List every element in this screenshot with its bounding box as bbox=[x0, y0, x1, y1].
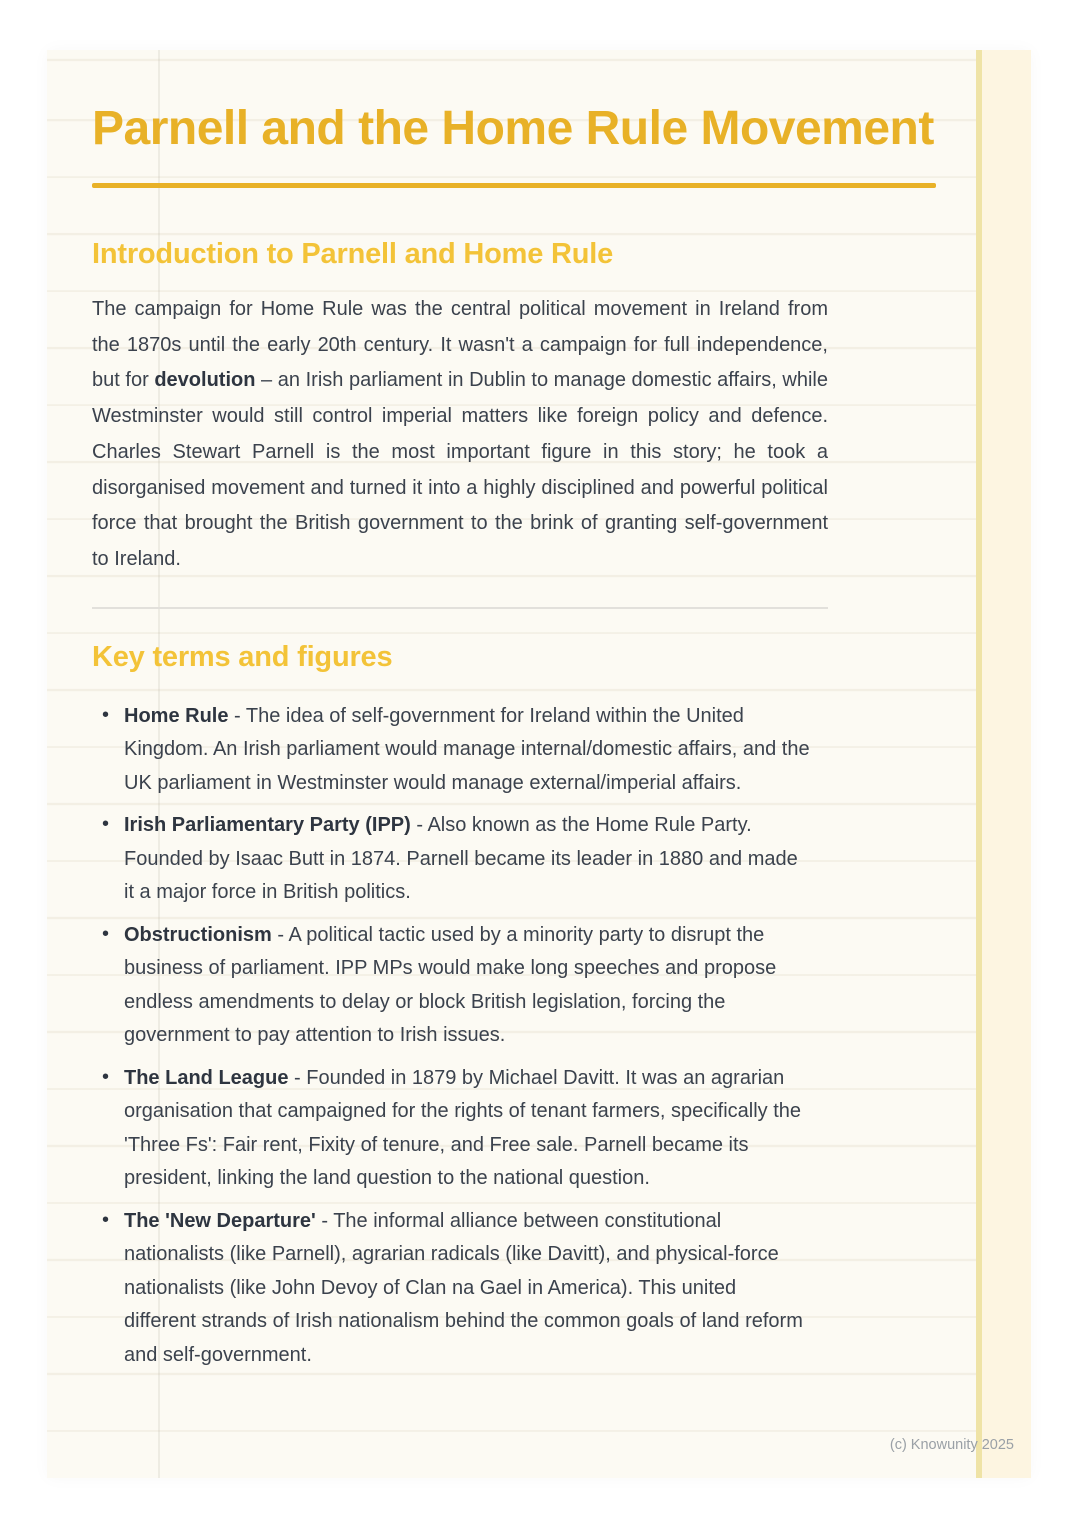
term-definition: - The idea of self-government for Ireland within the United Kingdom. An Irish parliament would manage internal/domestic affairs, and the UK parliament in Westminster would manage external/imperial affairs. bbox=[124, 704, 810, 794]
list-item bbox=[92, 809, 810, 910]
page-title: Parnell and the Home Rule Movement bbox=[92, 102, 934, 155]
right-margin-strip bbox=[976, 50, 1031, 1478]
term-definition: - Founded in 1879 by Michael Davitt. It was an agrarian organisation that campaigned for the rights of tenant farmers, specifically the 'Three Fs': Fair rent, Fixity of tenure, and Free sale. Parnell became its president, linking the land question to the national question. bbox=[124, 1066, 802, 1190]
list-item bbox=[92, 1205, 810, 1373]
term-definition: - A political tactic used by a minority party to disrupt the business of parliament. IPP MPs would make long speeches and propose endless amendments to delay or block British legislation, forcing the government to pay attention to Irish issues. bbox=[124, 923, 777, 1047]
list-item bbox=[92, 700, 810, 801]
section-heading-introduction: Introduction to Parnell and Home Rule bbox=[92, 238, 614, 270]
term-label: Irish Parliamentary Party (IPP) bbox=[124, 814, 411, 837]
term-label: The Land League bbox=[124, 1066, 289, 1089]
bullet-icon: • bbox=[102, 1065, 110, 1088]
list-item bbox=[92, 919, 810, 1053]
bullet-icon: • bbox=[102, 703, 110, 726]
term-definition: - Also known as the Home Rule Party. Founded by Isaac Butt in 1874. Parnell became its leader in 1880 and made it a major force in British politics. bbox=[124, 814, 798, 904]
section-divider bbox=[92, 607, 828, 609]
intro-paragraph bbox=[92, 292, 828, 578]
section-heading-key-terms: Key terms and figures bbox=[92, 640, 393, 673]
list-item bbox=[92, 1062, 810, 1196]
bullet-icon: • bbox=[102, 1208, 110, 1231]
term-label: Home Rule bbox=[124, 704, 229, 727]
note-paper bbox=[47, 50, 1031, 1478]
intro-bold-term: devolution bbox=[154, 369, 256, 392]
intro-text-after: – an Irish parliament in Dublin to manage domestic affairs, while Westminster would still control imperial matters like foreign policy and defence. Charles Stewart Parnell is the most important figure in this story; he took a disorganised movement and turned it into a highly disciplined and powerful political force that brought the British government to the brink of granting self-government to Ireland. bbox=[92, 369, 829, 570]
document-content bbox=[92, 50, 936, 1381]
footer-copyright: (c) Knowunity 2025 bbox=[889, 1437, 1014, 1453]
term-label: The 'New Departure' bbox=[124, 1209, 316, 1232]
bullet-icon: • bbox=[102, 813, 110, 836]
bullet-icon: • bbox=[102, 922, 110, 945]
title-underline-rule bbox=[92, 183, 936, 188]
key-terms-list bbox=[92, 700, 810, 1373]
term-label: Obstructionism bbox=[124, 923, 272, 946]
intro-text-before: The campaign for Home Rule was the central political movement in Ireland from the 1870s until the early 20th century. It wasn't a campaign for full independence, but for bbox=[92, 298, 828, 392]
term-definition: - The informal alliance between constitutional nationalists (like Parnell), agrarian radicals (like Davitt), and physical-force nationalists (like John Devoy of Clan na Gael in America). This united different strands of Irish nationalism behind the common goals of land reform and self-government. bbox=[124, 1209, 803, 1366]
